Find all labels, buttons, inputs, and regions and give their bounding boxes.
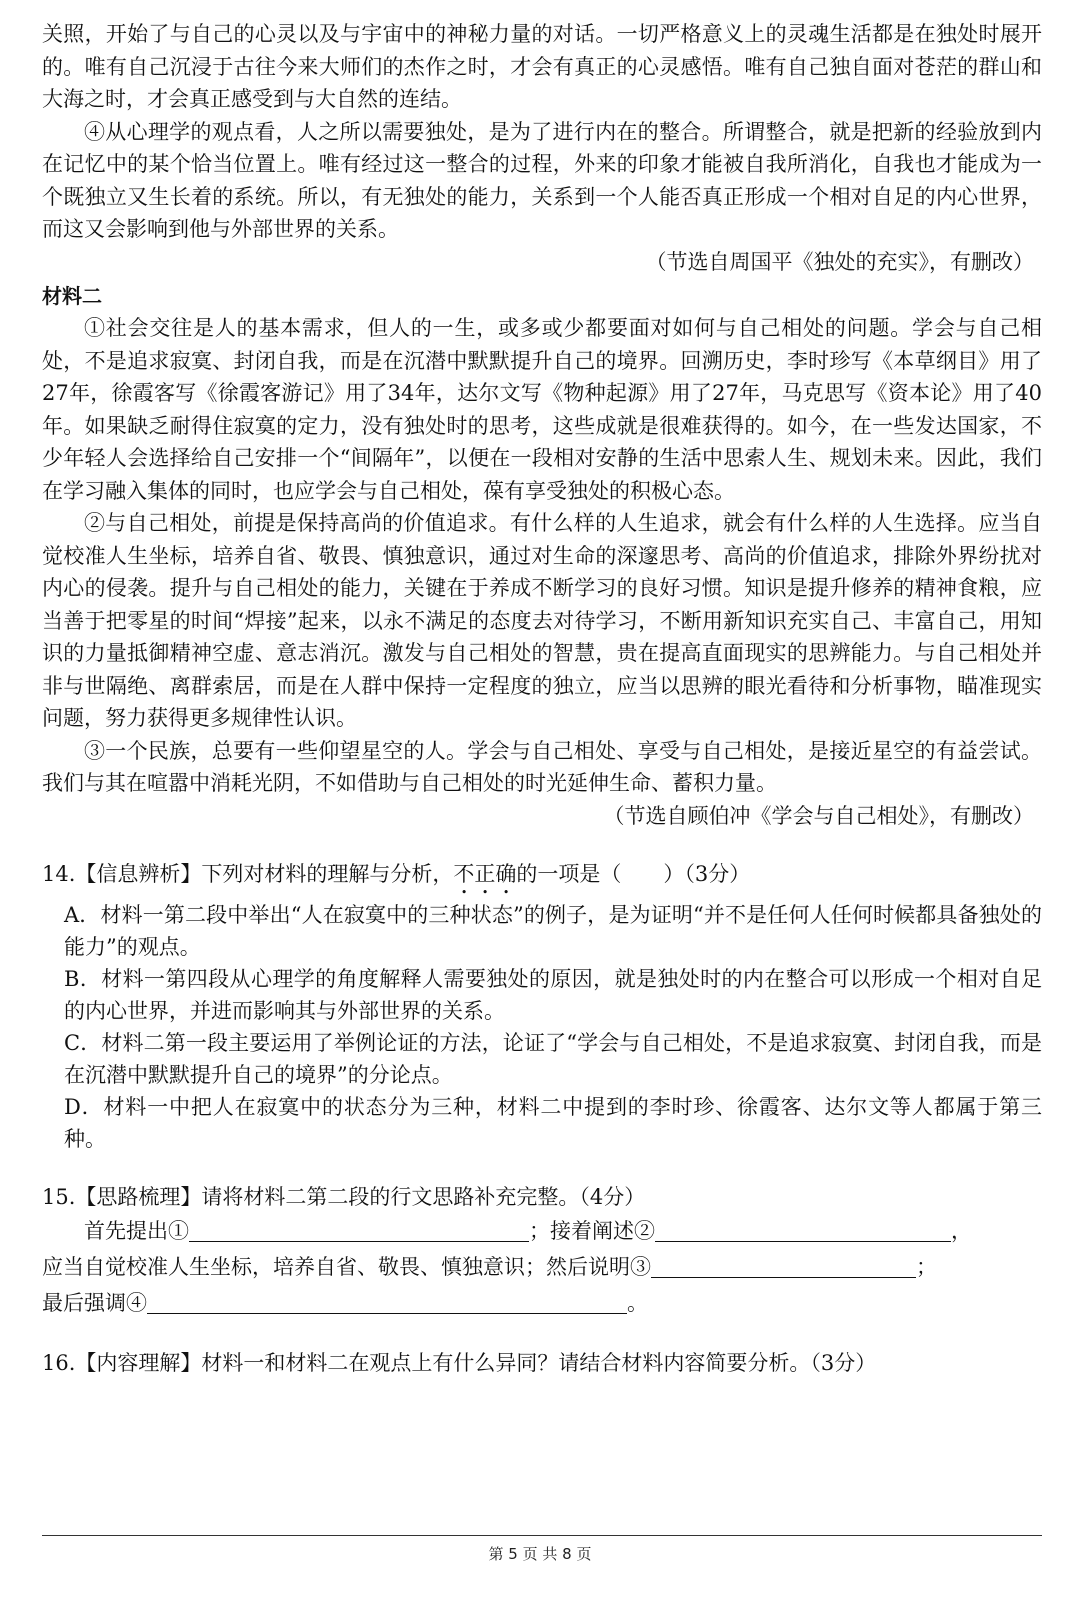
question-14-option-d: D．材料一中把人在寂寞中的状态分为三种，材料二中提到的李时珍、徐霞客、达尔文等人都属于第三种。 <box>64 1095 1042 1151</box>
material2-paragraph-3: ③一个民族，总要有一些仰望星空的人。学会与自己相处、享受与自己相处，是接近星空的有益尝试。我们与其在喧嚣中消耗光阴，不如借助与自己相处的时光延伸生命、蓄积力量。 <box>42 738 1042 795</box>
material2-paragraph-2: ②与自己相处，前提是保持高尚的价值追求。有什么样的人生追求，就会有什么样的人生选择。应当自觉校准人生坐标，培养自省、敬畏、慎独意识，通过对生命的深邃思考、高尚的价值追求，排除外界纷扰对内心的侵袭。提升与自己相处的能力，关键在于养成不断学习的良好习惯。知识是提升修养的精神食粮，应当善于把零星的时间“焊接”起来，以永不满足的态度去对待学习，不断用新知识充实自己、丰富自己，用知识的力量抵御精神空虚、意志消沉。激发与自己相处的智慧，贵在提高直面现实的思辨能力。与自己相处并非与世隔绝、离群索居，而是在人群中保持一定程度的独立，应当以思辨的眼光看待和分析事物，瞄准现实问题，努力获得更多规律性认识。 <box>42 511 1042 730</box>
question-14-stem-pre: 14.【信息辨析】下列对材料的理解与分析， <box>42 862 454 886</box>
question-16 <box>42 1347 1042 1379</box>
answer-blank-1[interactable] <box>189 1217 529 1242</box>
question-15-prompt-4: 最后强调④ <box>42 1291 147 1315</box>
answer-blank-4[interactable] <box>147 1289 627 1314</box>
page-number: 第 5 页 共 8 页 <box>488 1545 592 1563</box>
question-14-option-a: A．材料一第二段中举出“人在寂寞中的三种状态”的例子，是为证明“并不是任何人任何时候都具备独处的能力”的观点。 <box>64 903 1042 959</box>
exam-page <box>42 18 1042 1379</box>
question-15-prompt-1: 首先提出① <box>84 1219 189 1243</box>
question-14-emphasis: 不正确 <box>453 862 517 886</box>
material1-paragraph-continued: 关照，开始了与自己的心灵以及与宇宙中的神秘力量的对话。一切严格意义上的灵魂生活都是在独处时展开的。唯有自己沉浸于古往今来大师们的杰作之时，才会有真正的心灵感悟。唯有自己独自面对苍茫的群山和大海之时，才会真正感受到与大自然的连结。 <box>42 22 1042 111</box>
question-15-stem: 15.【思路梳理】请将材料二第二段的行文思路补充完整。（4分） <box>42 1185 646 1209</box>
question-15-semicolon: ； <box>916 1255 937 1279</box>
question-15-line-3 <box>42 1285 1042 1321</box>
answer-blank-3[interactable] <box>651 1253 916 1278</box>
material1-paragraph-4: ④从心理学的观点看，人之所以需要独处，是为了进行内在的整合。所谓整合，就是把新的经验放到内在记忆中的某个恰当位置上。唯有经过这一整合的过程，外来的印象才能被自我所消化，自我也才能成为一个既独立又生长着的系统。所以，有无独处的能力，关系到一个人能否真正形成一个相对自足的内心世界，而这又会影响到他与外部世界的关系。 <box>42 119 1042 241</box>
question-16-stem: 16.【内容理解】材料一和材料二在观点上有什么异同？请结合材料内容简要分析。（3分） <box>42 1351 877 1375</box>
question-15-prompt-3: 应当自觉校准人生坐标，培养自省、敬畏、慎独意识；然后说明③ <box>42 1255 651 1279</box>
material1-source: （节选自周国平《独处的充实》，有删改） <box>645 249 1034 274</box>
question-15-period: 。 <box>627 1291 648 1315</box>
question-15 <box>42 1181 1042 1321</box>
question-14-stem <box>42 858 1042 899</box>
question-14-stem-post: 的一项是（ ）（3分） <box>516 862 751 886</box>
material2-source: （节选自顾伯冲《学会与自己相处》，有删改） <box>603 803 1034 828</box>
material2-heading: 材料二 <box>42 284 102 308</box>
question-14 <box>42 858 1042 1155</box>
answer-blank-2[interactable] <box>655 1217 951 1242</box>
question-14-option-b: B．材料一第四段从心理学的角度解释人需要独处的原因，就是独处时的内在整合可以形成一个相对自足的内心世界，并进而影响其与外部世界的关系。 <box>64 967 1042 1023</box>
question-15-prompt-2: ；接着阐述② <box>529 1219 655 1243</box>
question-15-comma: ， <box>951 1219 972 1243</box>
footer-divider <box>42 1535 1042 1536</box>
question-14-option-c: C．材料二第一段主要运用了举例论证的方法，论证了“学会与自己相处，不是追求寂寞、封闭自我，而是在沉潜中默默提升自己的境界”的分论点。 <box>64 1031 1042 1087</box>
material2-paragraph-1: ①社会交往是人的基本需求，但人的一生，或多或少都要面对如何与自己相处的问题。学会与自己相处，不是追求寂寞、封闭自我，而是在沉潜中默默提升自己的境界。回溯历史，李时珍写《本草纲目》用了27年，徐霞客写《徐霞客游记》用了34年，达尔文写《物种起源》用了27年，马克思写《资本论》用了40年。如果缺乏耐得住寂寞的定力，没有独处时的思考，这些成就是很难获得的。如今，在一些发达国家，不少年轻人会选择给自己安排一个“间隔年”，以便在一段相对安静的生活中思索人生、规划未来。因此，我们在学习融入集体的同时，也应学会与自己相处，葆有享受独处的积极心态。 <box>42 316 1042 503</box>
question-15-line-2 <box>42 1249 1042 1285</box>
question-15-line-1 <box>42 1213 1042 1249</box>
